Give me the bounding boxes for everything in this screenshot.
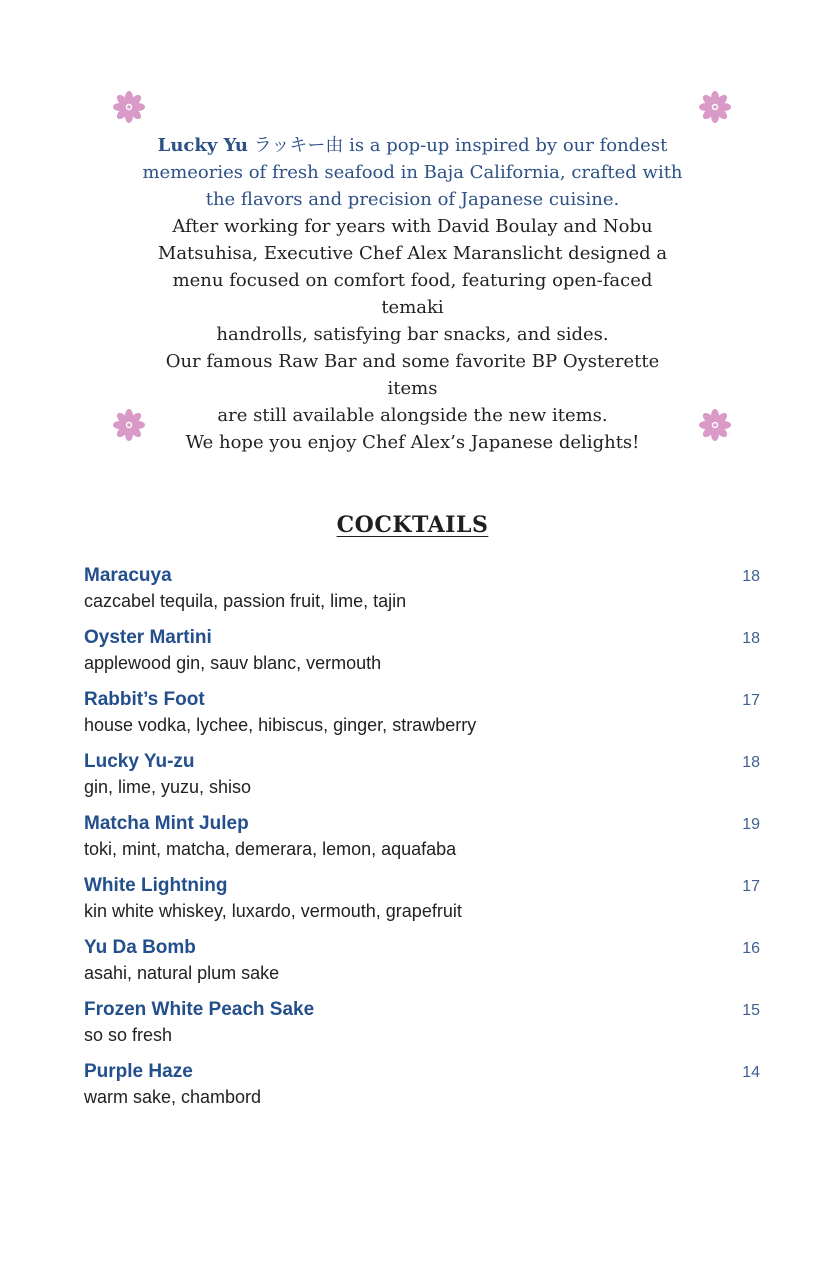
intro-line: After working for years with David Boulay and Nobu xyxy=(172,216,653,237)
menu-item xyxy=(84,749,760,811)
menu-item xyxy=(84,811,760,873)
menu-item xyxy=(84,873,760,935)
item-name: Lucky Yu-zu xyxy=(84,751,195,772)
item-price: 18 xyxy=(742,754,760,771)
item-name: Purple Haze xyxy=(84,1061,193,1082)
item-name: Rabbit’s Foot xyxy=(84,689,205,710)
menu-item xyxy=(84,563,760,625)
item-description: toki, mint, matcha, demerara, lemon, aquafaba xyxy=(84,839,457,859)
intro-line: the flavors and precision of Japanese cuisine. xyxy=(205,189,620,210)
item-name: Maracuya xyxy=(84,565,172,586)
menu-item xyxy=(84,687,760,749)
intro-line: are still available alongside the new items. xyxy=(217,405,608,426)
flower-icon xyxy=(698,408,732,442)
brand-japanese: ラッキー由 xyxy=(253,135,344,156)
menu-item xyxy=(84,1059,760,1121)
cocktail-menu xyxy=(84,563,760,1121)
menu-item xyxy=(84,997,760,1059)
item-description: cazcabel tequila, passion fruit, lime, tajin xyxy=(84,591,407,611)
item-price: 16 xyxy=(742,940,760,957)
intro-line-text: is a pop-up inspired by our fondest xyxy=(349,135,668,156)
item-name: Matcha Mint Julep xyxy=(84,813,249,834)
item-price: 15 xyxy=(742,1002,760,1019)
flower-icon xyxy=(112,90,146,124)
item-name: Yu Da Bomb xyxy=(84,937,196,958)
item-price: 19 xyxy=(742,816,760,833)
intro-line: handrolls, satisfying bar snacks, and sides. xyxy=(216,324,609,345)
item-price: 17 xyxy=(742,692,760,709)
item-description: so so fresh xyxy=(84,1025,173,1045)
menu-item xyxy=(84,935,760,997)
intro-line xyxy=(140,132,685,159)
intro-line: menu focused on comfort food, featuring open-faced temaki xyxy=(172,270,653,318)
item-price: 14 xyxy=(742,1064,760,1081)
item-description: house vodka, lychee, hibiscus, ginger, strawberry xyxy=(84,715,477,735)
item-price: 17 xyxy=(742,878,760,895)
intro-line: memeories of fresh seafood in Baja California, crafted with xyxy=(142,162,683,183)
flower-icon xyxy=(698,90,732,124)
item-name: Oyster Martini xyxy=(84,627,212,648)
item-price: 18 xyxy=(742,568,760,585)
item-price: 18 xyxy=(742,630,760,647)
section-title-cocktails xyxy=(0,512,825,538)
brand-name: Lucky Yu xyxy=(157,135,248,156)
intro-line: We hope you enjoy Chef Alex’s Japanese delights! xyxy=(185,432,640,453)
item-name: Frozen White Peach Sake xyxy=(84,999,315,1020)
menu-item xyxy=(84,625,760,687)
item-description: warm sake, chambord xyxy=(84,1087,262,1107)
item-description: applewood gin, sauv blanc, vermouth xyxy=(84,653,382,673)
intro-line: Matsuhisa, Executive Chef Alex Maranslicht designed a xyxy=(157,243,668,264)
item-description: gin, lime, yuzu, shiso xyxy=(84,777,252,797)
intro-paragraph xyxy=(140,132,685,456)
item-description: asahi, natural plum sake xyxy=(84,963,280,983)
intro-line: Our famous Raw Bar and some favorite BP Oysterette items xyxy=(165,351,660,399)
item-name: White Lightning xyxy=(84,875,228,896)
item-description: kin white whiskey, luxardo, vermouth, grapefruit xyxy=(84,901,462,921)
section-title-text: COCKTAILS xyxy=(336,512,489,538)
